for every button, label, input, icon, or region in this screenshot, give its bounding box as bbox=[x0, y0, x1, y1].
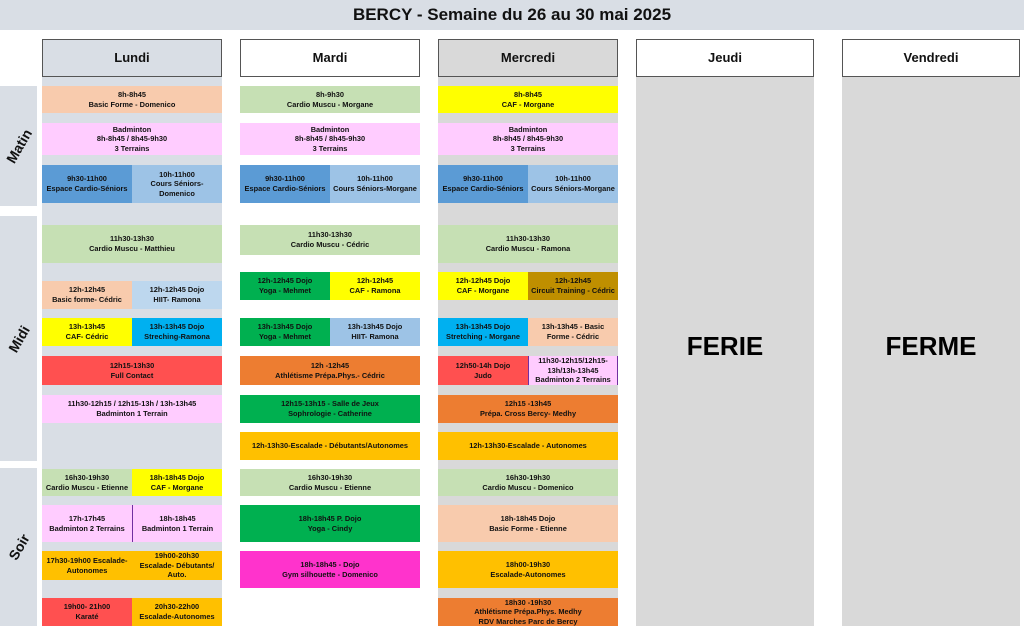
lundi-cardio-soir: 16h30-19h30 Cardio Muscu - Etienne bbox=[42, 469, 132, 496]
section-midi bbox=[0, 216, 37, 461]
mardi-sophrologie: 12h15-13h15 - Salle de Jeux Sophrologie - Catherine bbox=[240, 395, 420, 423]
mercredi-basic-forme: 13h-13h45 - Basic Forme - Cédric bbox=[528, 318, 618, 346]
lundi-karate: 19h00- 21h00 Karaté bbox=[42, 598, 132, 626]
lundi-badminton-matin: Badminton 8h-8h45 / 8h45-9h30 3 Terrains bbox=[42, 123, 222, 155]
mercredi-athletisme: 18h30 -19h30 Athlétisme Prépa.Phys. Medhy RDV Marches Parc de Bercy bbox=[438, 598, 618, 626]
mercredi-caf: 8h-8h45 CAF - Morgane bbox=[438, 86, 618, 113]
mercredi-prepa-cross: 12h15 -13h45 Prépa. Cross Bercy- Medhy bbox=[438, 395, 618, 423]
vendredi-status: FERME bbox=[885, 331, 977, 361]
lundi-basic-forme-midi: 12h-12h45 Basic forme- Cédric bbox=[42, 281, 132, 309]
jeudi-status: FERIE bbox=[686, 331, 764, 361]
mardi-hiit: 13h-13h45 Dojo HIIT- Ramona bbox=[330, 318, 420, 346]
lundi-escalade-autonomes: 17h30-19h00 Escalade- Autonomes bbox=[42, 551, 132, 580]
mercredi-escalade: 12h-13h30-Escalade - Autonomes bbox=[438, 432, 618, 460]
mercredi-stretching: 13h-13h45 Dojo Stretching - Morgane bbox=[438, 318, 528, 346]
lundi-badminton-2-terrains: 17h-17h45 Badminton 2 Terrains bbox=[42, 505, 132, 542]
mercredi-badminton-midi: 11h30-12h15/12h15- 13h/13h-13h45 Badminton 2 Terrains bbox=[528, 356, 618, 385]
lundi-cardio-muscu: 11h30-13h30 Cardio Muscu - Matthieu bbox=[42, 225, 222, 263]
lundi-caf-soir: 18h-18h45 Dojo CAF - Morgane bbox=[132, 469, 222, 496]
mercredi-cours-seniors: 10h-11h00 Cours Séniors-Morgane bbox=[528, 165, 618, 203]
lundi-escalade-debutants: 19h00-20h30 Escalade- Débutants/ Auto. bbox=[132, 551, 222, 580]
day-header-lundi: Lundi bbox=[42, 39, 222, 77]
section-label: Soir bbox=[4, 531, 33, 563]
mercredi-badminton-matin: Badminton 8h-8h45 / 8h45-9h30 3 Terrains bbox=[438, 123, 618, 155]
section-label: Midi bbox=[4, 322, 33, 355]
mercredi-basic-forme-soir: 18h-18h45 Dojo Basic Forme - Etienne bbox=[438, 505, 618, 542]
lundi-full-contact: 12h15-13h30 Full Contact bbox=[42, 356, 222, 385]
mardi-badminton-matin: Badminton 8h-8h45 / 8h45-9h30 3 Terrains bbox=[240, 123, 420, 155]
mardi-cardio-midi: 11h30-13h30 Cardio Muscu - Cédric bbox=[240, 225, 420, 255]
mercredi-espace-cardio: 9h30-11h00 Espace Cardio-Séniors bbox=[438, 165, 528, 203]
day-header-vendredi: Vendredi bbox=[842, 39, 1020, 77]
lundi-hiit: 12h-12h45 Dojo HIIT- Ramona bbox=[132, 281, 222, 309]
lundi-basic-forme: 8h-8h45 Basic Forme - Domenico bbox=[42, 86, 222, 113]
lundi-streching: 13h-13h45 Dojo Streching-Ramona bbox=[132, 318, 222, 346]
lundi-escalade-soir: 20h30-22h00 Escalade-Autonomes bbox=[132, 598, 222, 626]
mardi-yoga: 12h-12h45 Dojo Yoga - Mehmet bbox=[240, 272, 330, 300]
section-soir bbox=[0, 468, 37, 626]
mercredi-circuit-training: 12h-12h45 Circuit Training - Cédric bbox=[528, 272, 618, 300]
mercredi-escalade-soir: 18h00-19h30 Escalade-Autonomes bbox=[438, 551, 618, 588]
mardi-cours-seniors: 10h-11h00 Cours Séniors-Morgane bbox=[330, 165, 420, 203]
mercredi-caf-dojo: 12h-12h45 Dojo CAF - Morgane bbox=[438, 272, 528, 300]
mardi-caf: 12h-12h45 CAF - Ramona bbox=[330, 272, 420, 300]
mercredi-column bbox=[438, 77, 618, 626]
mardi-cardio-soir: 16h30-19h30 Cardio Muscu - Etienne bbox=[240, 469, 420, 496]
day-header-mercredi: Mercredi bbox=[438, 39, 618, 77]
mardi-espace-cardio: 9h30-11h00 Espace Cardio-Séniors bbox=[240, 165, 330, 203]
mercredi-cardio-midi: 11h30-13h30 Cardio Muscu - Ramona bbox=[438, 225, 618, 263]
mardi-cardio-muscu: 8h-9h30 Cardio Muscu - Morgane bbox=[240, 86, 420, 113]
page-title: BERCY - Semaine du 26 au 30 mai 2025 bbox=[0, 0, 1024, 30]
day-header-mardi: Mardi bbox=[240, 39, 420, 77]
day-header-jeudi: Jeudi bbox=[636, 39, 814, 77]
section-matin bbox=[0, 86, 37, 206]
lundi-espace-cardio: 9h30-11h00 Espace Cardio-Séniors bbox=[42, 165, 132, 203]
mercredi-judo: 12h50-14h Dojo Judo bbox=[438, 356, 528, 385]
section-label: Matin bbox=[2, 126, 35, 166]
mardi-athletisme: 12h -12h45 Athlétisme Prépa.Phys.- Cédric bbox=[240, 356, 420, 385]
mardi-yoga-13h: 13h-13h45 Dojo Yoga - Mehmet bbox=[240, 318, 330, 346]
mercredi-cardio-soir: 16h30-19h30 Cardio Muscu - Domenico bbox=[438, 469, 618, 496]
lundi-caf: 13h-13h45 CAF- Cédric bbox=[42, 318, 132, 346]
lundi-column bbox=[42, 77, 222, 626]
mardi-gym-silhouette: 18h-18h45 - Dojo Gym silhouette - Domenico bbox=[240, 551, 420, 588]
lundi-cours-seniors: 10h-11h00 Cours Séniors- Domenico bbox=[132, 165, 222, 203]
lundi-badminton-midi: 11h30-12h15 / 12h15-13h / 13h-13h45 Badminton 1 Terrain bbox=[42, 395, 222, 423]
mardi-escalade: 12h-13h30-Escalade - Débutants/Autonomes bbox=[240, 432, 420, 460]
mardi-yoga-soir: 18h-18h45 P. Dojo Yoga - Cindy bbox=[240, 505, 420, 542]
lundi-badminton-1-terrain: 18h-18h45 Badminton 1 Terrain bbox=[132, 505, 222, 542]
